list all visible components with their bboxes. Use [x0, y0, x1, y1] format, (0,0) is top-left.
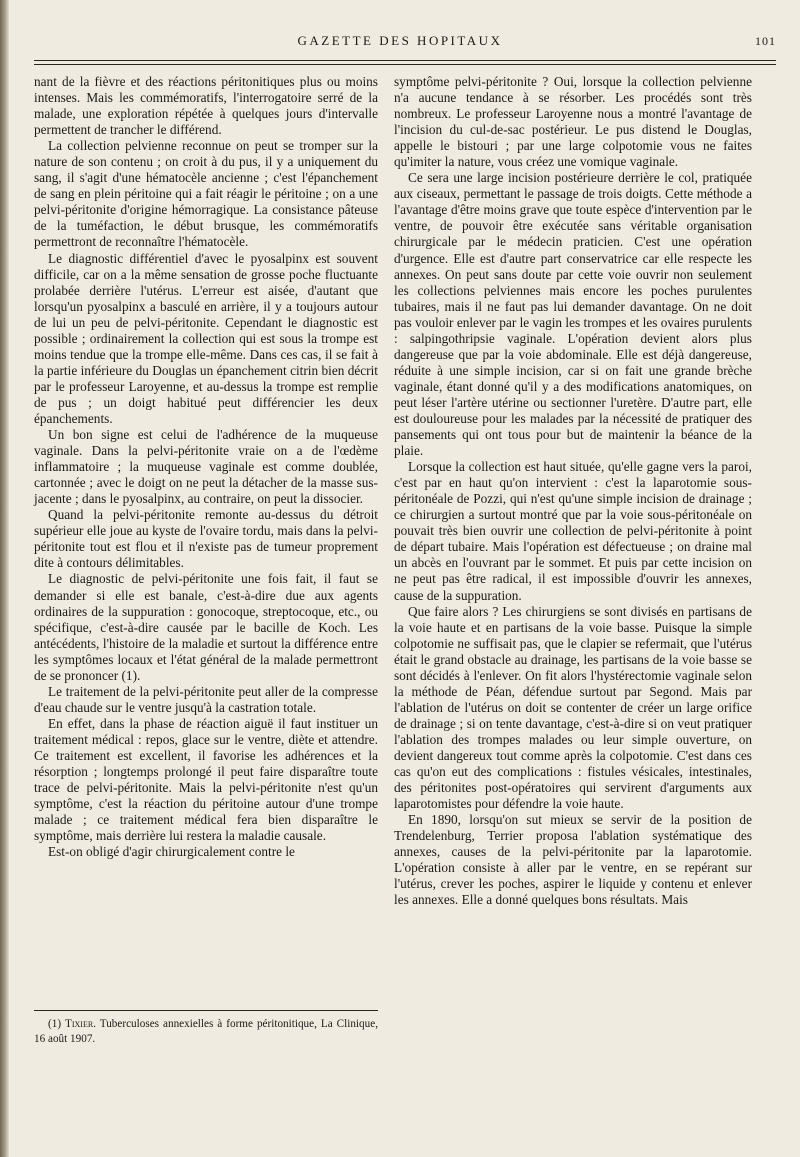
paragraph: La collection pelvienne reconnue on peut se tromper sur la nature de son contenu ; on croit à du pus, il y a uniquement du sang, il s'agit d'une hématocèle ancienne ; c'est l'épanchement de sang en plein péritoine qui a fait réagir le péritoine ; on a une pelvi-péritonite d'origine hémorragique. La consistance pâteuse de la tuméfaction, le début brusque, les commémoratifs permettront de reconnaître l'hématocèle. — [34, 138, 378, 250]
footnote — [34, 1017, 378, 1047]
page-number: 101 — [755, 34, 776, 48]
page-spine-shadow — [0, 0, 9, 1157]
header-rule-thick — [34, 64, 776, 65]
right-column — [394, 74, 752, 908]
page-header — [24, 33, 776, 53]
journal-title: GAZETTE DES HOPITAUX — [297, 33, 503, 48]
paragraph: Ce sera une large incision postérieure derrière le col, pratiquée aux ciseaux, permettant le passage de trois doigts. Cette méthode a l'avantage d'être moins grave que toute espèce d'intervention par le ventre, de pouvoir être exécutée sans véritable organisation chirurgicale par le médecin praticien. C'est une opération d'urgence. Elle est d'autre part conservatrice car elle respecte les annexes. On peut sans doute par cette voie ouvrir non seulement les collections pelviennes mais encore les poches purulentes tubaires, mais il ne faut pas lui demander davantage. On ne doit pas vouloir enlever par le vagin les trompes et les ovaires purulents : salpingothripsie vaginale. L'opération devient alors plus dangereuse que par la voie abdominale. Elle est déjà dangereuse, réduite à une simple incision, car si on fait une grande brèche vaginale, étant donné qu'il y a des modifications anatomiques, on peut léser l'artère utérine ou sectionner l'uretère. D'autre part, elle est douloureuse pour les malades par la nécessité de pratiquer des pansements qui ont tous pour but de maintenir la béance de la plaie. — [394, 170, 752, 459]
paragraph: Quand la pelvi-péritonite remonte au-dessus du détroit supérieur elle joue au kyste de l'ovaire tordu, mais dans la pelvi-péritonite tout est flou et il n'existe pas de tumeur proprement dite à contours délimitables. — [34, 507, 378, 571]
paragraph: Que faire alors ? Les chirurgiens se sont divisés en partisans de la voie haute et en partisans de la voie basse. Puisque la simple colpotomie ne suffisait pas, que le clapier se refermait, que l'utérus était le grand obstacle au drainage, les partisans de la voie basse se sont décidés à l'enlever. On fit alors l'hystérectomie vaginale selon la méthode de Péan, défendue surtout par Segond. Mais par l'ablation de l'utérus on doit se contenter de créer un large orifice de drainage ; si on tente davantage, c'est-à-dire si on veut pratiquer l'ablation des trompes malades ou leur simple ouverture, on devient dangereux tout comme après la colpotomie. C'est dans ces cas qu'on eut des complications : fistules vésicales, intestinales, des péritonites post-opératoires qui servirent d'arguments aux laparotomistes pour défendre la voie haute. — [394, 603, 752, 812]
paragraph: En 1890, lorsqu'on sut mieux se servir de la position de Trendelenburg, Terrier proposa l'ablation systématique des annexes, causes de la pelvi-péritonite par la laparotomie. L'opération consiste à aller par le ventre, en se repérant sur l'utérus, crever les poches, aspirer le liquide y contenu et enlever les annexes. Elle a donné quelques bons résultats. Mais — [394, 812, 752, 908]
paragraph: Est-on obligé d'agir chirurgicalement contre le — [48, 844, 295, 860]
left-column — [34, 74, 378, 860]
paragraph: nant de la fièvre et des réactions péritonitiques plus ou moins intenses. Mais les commémoratifs, l'interrogatoire serré de la malade, une exploration répétée à quelques jours d'intervalle permettent de trancher le différend. — [34, 74, 378, 138]
paragraph: Un bon signe est celui de l'adhérence de la muqueuse vaginale. Dans la pelvi-péritonite vraie on a de l'œdème inflammatoire ; la muqueuse vaginale est comme doublée, cartonnée ; avec le doigt on ne peut la détacher de la masse sus-jacente ; dans le pyosalpinx, au contraire, on peut la dissocier. — [34, 427, 378, 507]
footnote-text: . Tuberculoses annexielles à forme péritonitique, La Clinique, 16 août 1907. — [34, 1018, 378, 1045]
paragraph: Le diagnostic différentiel d'avec le pyosalpinx est souvent difficile, car on a la même sensation de grosse poche fluctuante prolabée derrière l'utérus. L'erreur est aisée, d'autant que lorsqu'un pyosalpinx a basculé en arrière, il y a toujours autour de lui un peu de pelvi-péritonite. Cependant le diagnostic est possible ; ordinairement la collection qui est sous la trompe est moins tendue que la trompe elle-même. Dans ces cas, il se fait à la partie inférieure du Douglas un épanchement citrin bien décrit par le professeur Laroyenne, et au-dessus la trompe est remplie de pus ; un doigt habitué peut différencier les deux épanchements. — [34, 250, 378, 426]
footnote-marker: (1) — [48, 1018, 62, 1030]
paragraph: symptôme pelvi-péritonite ? Oui, lorsque la collection pelvienne n'a aucune tendance à se résorber. Les procédés sont très nombreux. Le professeur Laroyenne nous a montré l'avantage de l'incision du cul-de-sac postérieur. Le pus distend le Douglas, appelle le bistouri ; par une large colpotomie vous ne faites qu'imiter la nature, vous créez une vomique vaginale. — [394, 74, 752, 170]
footnote-rule — [34, 1010, 378, 1011]
paragraph: Lorsque la collection est haut située, qu'elle gagne vers la paroi, c'est par en haut qu'on intervient : c'est la laparotomie sous-péritonéale de Pozzi, qui n'est qu'une simple incision de drainage ; ce chirurgien a surtout montré que par la voie sous-péritonéale on pouvait très bien ouvrir une collection de pelvi-péritonite à point de départ tubaire. Mais l'opération est défectueuse ; on draine mal un abcès en l'ouvrant par le sommet. Et puis par cette incision on ne peut pas être radical, il est impossible d'ouvrir les annexes, cause de la suppuration. — [394, 459, 752, 603]
paragraph: Le diagnostic de pelvi-péritonite une fois fait, il faut se demander si elle est banale, c'est-à-dire due aux agents ordinaires de la suppuration : gonocoque, streptocoque, etc., ou spécifique, c'est-à-dire causée par le bacille de Koch. Les antécédents, l'histoire de la maladie et surtout la différence entre les symptômes locaux et l'état général de la malade permettront de se prononcer (1). — [34, 571, 378, 683]
header-rule-thin — [34, 60, 776, 61]
paragraph: En effet, dans la phase de réaction aiguë il faut instituer un traitement médical : repos, glace sur le ventre, diète et attendre. Ce traitement est excellent, il favorise les adhérences et la résorption ; longtemps prolongé il peut faire disparaître toute trace de pelvi-péritonite. Mais la pelvi-péritonite n'est qu'un symptôme, c'est la réaction du péritoine autour d'une trompe malade ; ce traitement médical fera bien disparaître le symptôme, mais derrière lui restera la maladie causale. — [34, 715, 378, 844]
footnote-author: Tixier — [65, 1018, 94, 1030]
paragraph: Le traitement de la pelvi-péritonite peut aller de la compresse d'eau chaude sur le ventre jusqu'à la castration totale. — [34, 683, 378, 715]
